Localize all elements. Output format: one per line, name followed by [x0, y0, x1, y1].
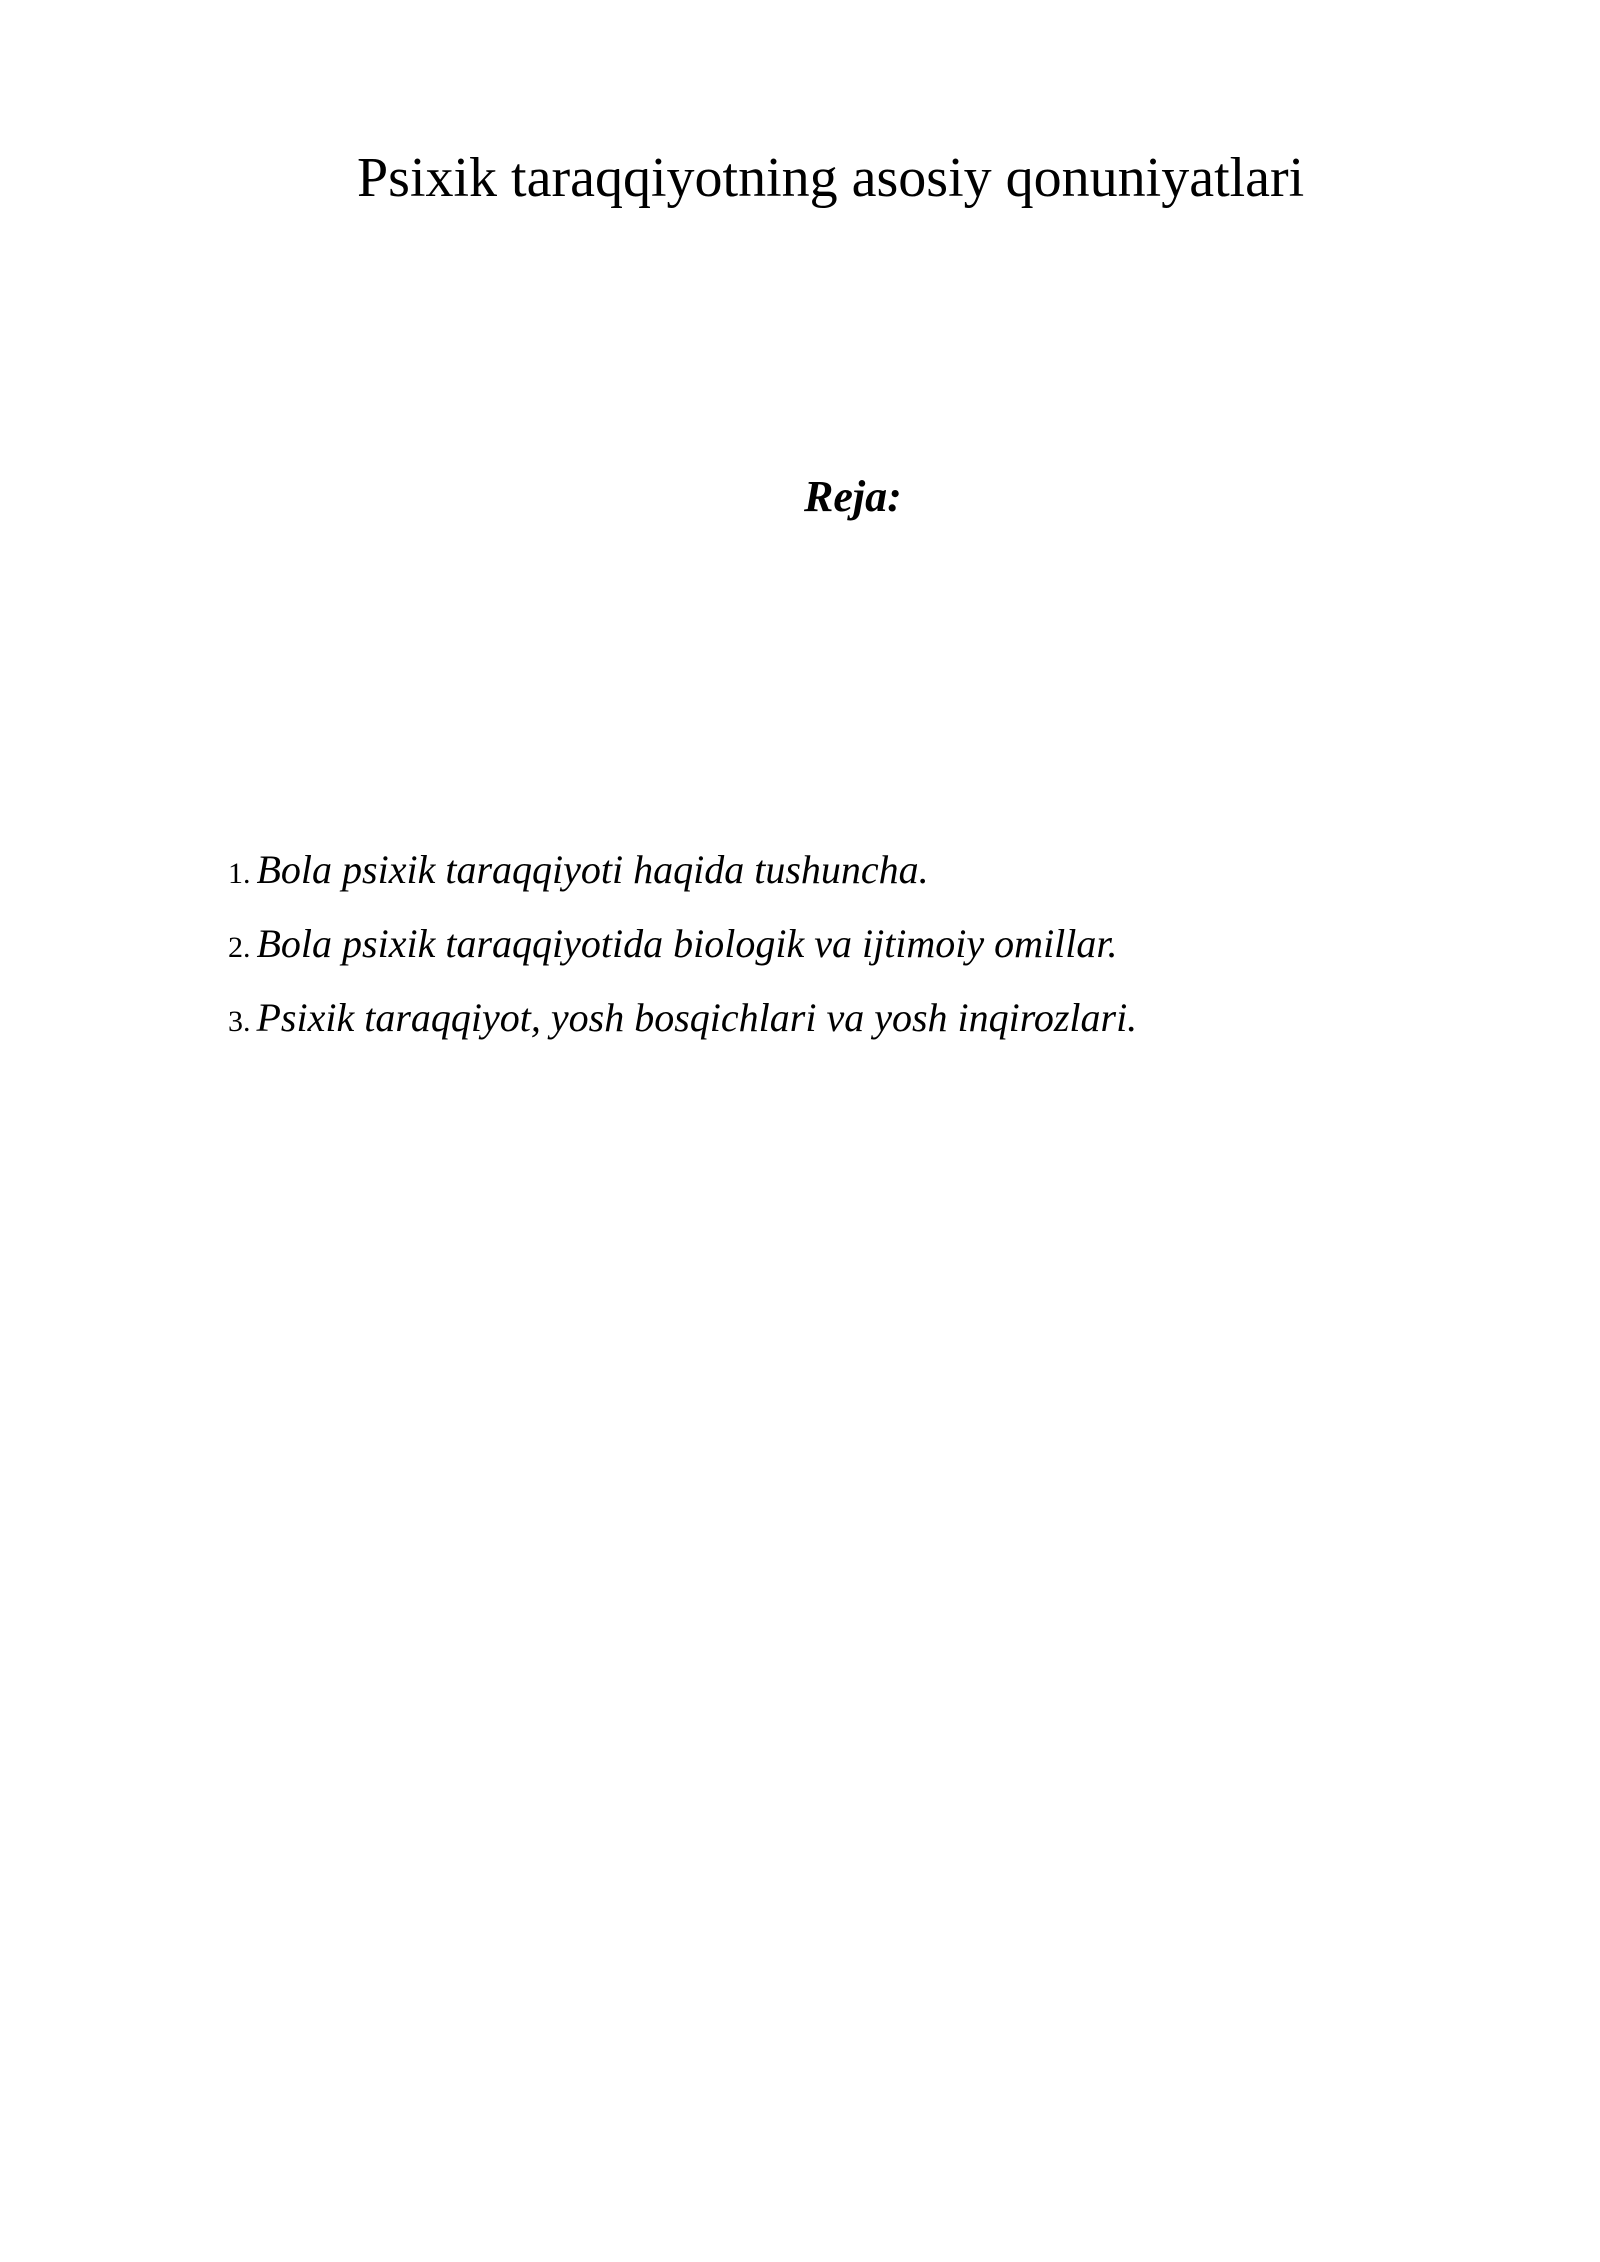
plan-item-text: Bola psixik taraqqiyotida biologik va ijtimoiy omillar.	[256, 921, 1118, 966]
plan-item	[228, 845, 1137, 919]
plan-heading: Reja:	[804, 472, 902, 521]
plan-list	[228, 845, 1137, 1067]
plan-item	[228, 919, 1137, 993]
plan-item	[228, 993, 1137, 1067]
plan-item-number: 1.	[228, 857, 251, 890]
plan-item-number: 2.	[228, 931, 251, 964]
document-title: Psixik taraqqiyotning asosiy qonuniyatlari	[357, 147, 1305, 209]
plan-item-text: Bola psixik taraqqiyoti haqida tushuncha.	[256, 847, 929, 892]
plan-item-number: 3.	[228, 1005, 251, 1038]
plan-item-text: Psixik taraqqiyot, yosh bosqichlari va yosh inqirozlari.	[256, 995, 1138, 1040]
